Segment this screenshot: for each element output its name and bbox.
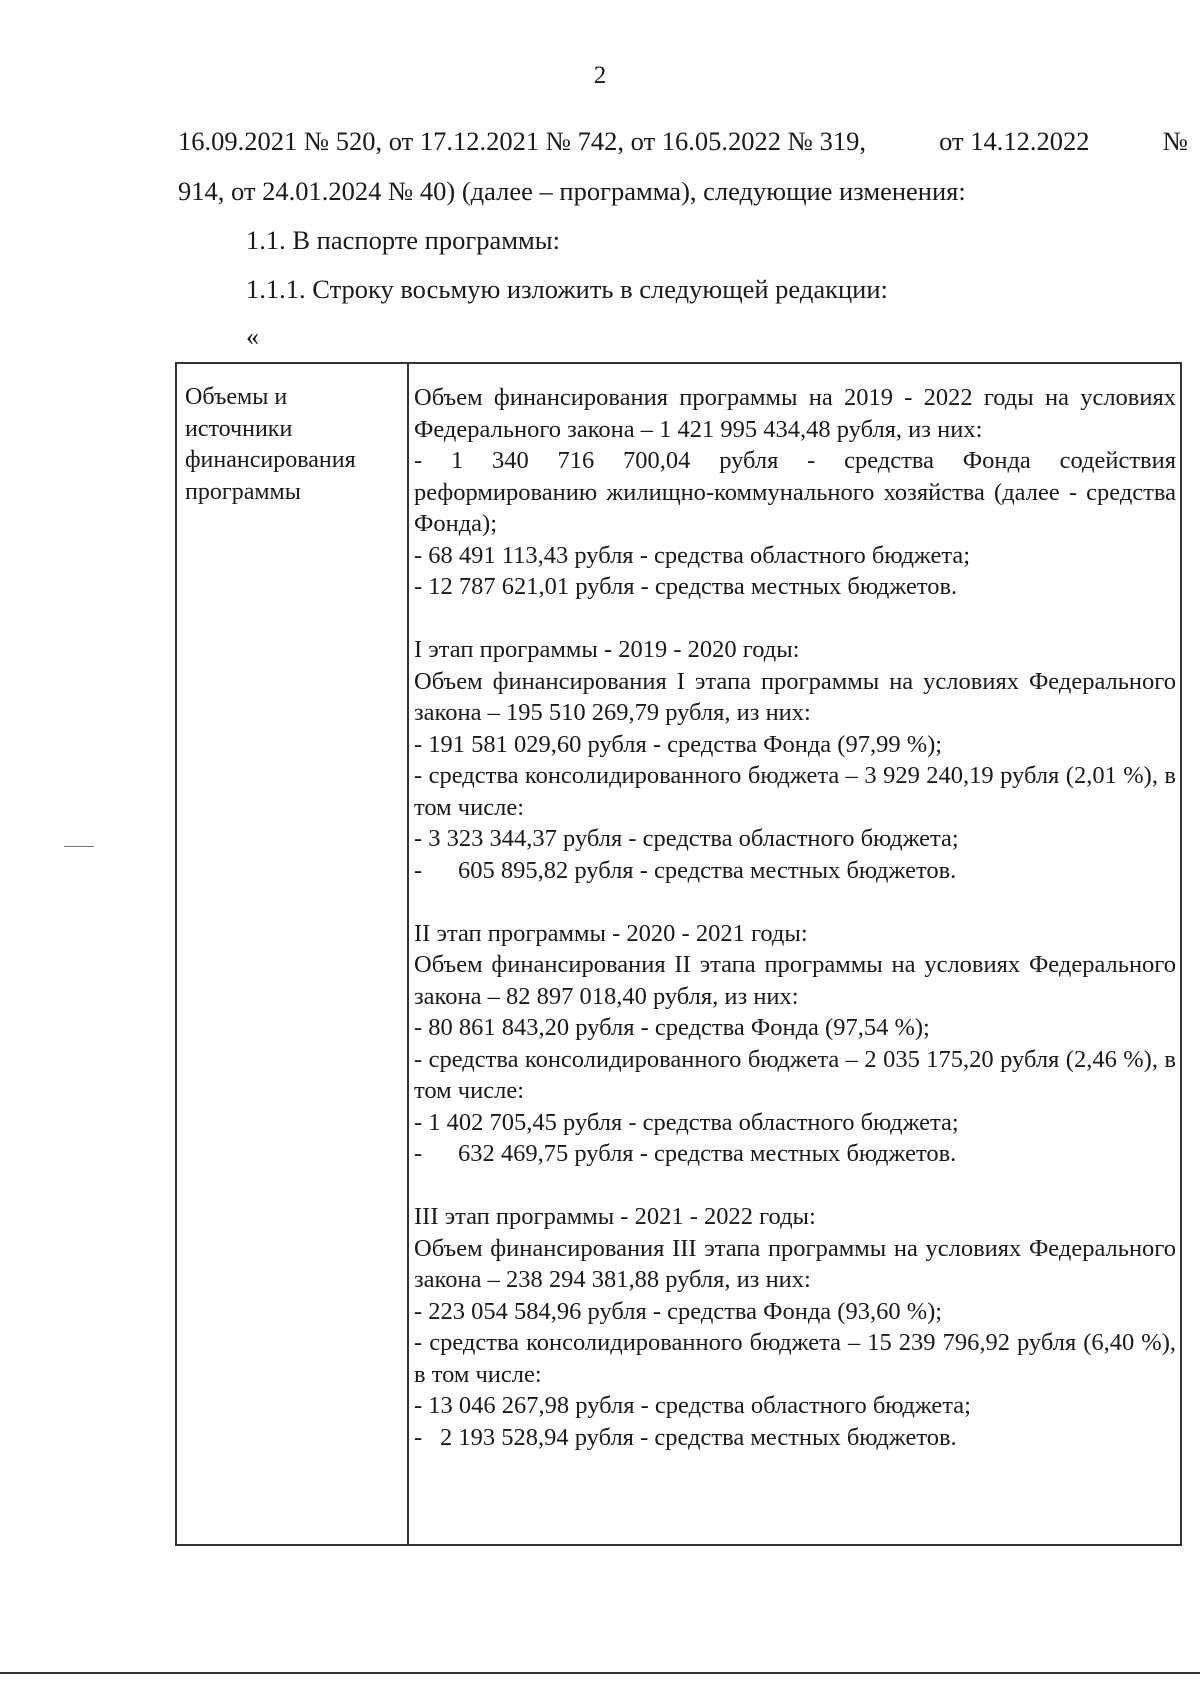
stage-3-consolidated: - средства консолидированного бюджета – 15 239 796,92 рубля (6,40 %), в том числе: bbox=[414, 1329, 1176, 1388]
stage-2-volume: Объем финансирования II этапа программы на условиях Федерального закона – 82 897 018,40 рубля, из них: bbox=[414, 951, 1176, 1010]
left-label-line: Объемы и bbox=[185, 384, 288, 410]
stage-1-title: I этап программы - 2019 - 2020 годы: bbox=[414, 636, 800, 663]
stage-3-local-dash: - bbox=[414, 1423, 423, 1451]
stage-3-regional: - 13 046 267,98 рубля - средства областного бюджета; bbox=[414, 1392, 971, 1419]
stage-2-local: 632 469,75 рубля - средства местных бюджетов. bbox=[458, 1140, 957, 1167]
stage-3-volume: Объем финансирования III этапа программы на условиях Федерального закона – 238 294 381,88 рубля, из них: bbox=[414, 1234, 1176, 1293]
stage-3-fund: - 223 054 584,96 рубля - средства Фонда (93,60 %); bbox=[414, 1297, 943, 1325]
stage-1-fund: - 191 581 029,60 рубля - средства Фонда (97,99 %); bbox=[414, 730, 943, 758]
table-column-divider bbox=[407, 364, 409, 1544]
stage-1-local-dash: - bbox=[414, 856, 423, 884]
stage-1-consolidated: - средства консолидированного бюджета – 3 929 240,19 рубля (2,01 %), в том числе: bbox=[414, 762, 1176, 821]
intro-line-1-part-a: 16.09.2021 № 520, от 17.12.2021 № 742, от 16.05.2022 № 319, bbox=[178, 126, 866, 156]
opening-quote: « bbox=[246, 322, 259, 351]
intro-line-2: 914, от 24.01.2024 № 40) (далее – программа), следующие изменения: bbox=[178, 176, 966, 206]
total-fund-amount: - 1 340 716 700,04 рубля - средства Фонда содействия bbox=[414, 447, 1176, 474]
stage-1-local: 605 895,82 рубля - средства местных бюджетов. bbox=[458, 856, 957, 884]
stage-2-local-dash: - bbox=[414, 1140, 423, 1167]
left-label-line: источники bbox=[185, 415, 293, 442]
stage-1-regional: - 3 323 344,37 рубля - средства областного бюджета; bbox=[414, 825, 959, 852]
stage-2-regional: - 1 402 705,45 рубля - средства областного бюджета; bbox=[414, 1108, 959, 1136]
stage-3-title: III этап программы - 2021 - 2022 годы: bbox=[414, 1203, 816, 1230]
intro-line-3: 1.1. В паспорте программы: bbox=[246, 225, 560, 255]
stage-2-local-line bbox=[414, 1138, 1176, 1170]
total-volume: Объем финансирования программы на 2019 - 2022 годы на условиях Федерального закона – 1 421 995 434,48 рубля, из них: bbox=[414, 384, 1176, 443]
intro-line-1 bbox=[178, 126, 1188, 157]
intro-line-1-part-c: № bbox=[1162, 126, 1188, 156]
left-label-line: программы bbox=[185, 478, 301, 505]
table-right-cell bbox=[414, 382, 1176, 1453]
stage-2-consolidated: - средства консолидированного бюджета – 2 035 175,20 рубля (2,46 %), в том числе: bbox=[414, 1045, 1176, 1104]
left-label-line: финансирования bbox=[185, 447, 356, 473]
financing-table bbox=[175, 362, 1182, 1546]
intro-line-1-part-b: от 14.12.2022 bbox=[939, 126, 1090, 156]
stage-1-volume: Объем финансирования I этапа программы на условиях Федерального закона – 195 510 269,79 рубля, из них: bbox=[414, 667, 1176, 726]
stage-3-local-line bbox=[414, 1422, 1176, 1454]
stage-2-fund: - 80 861 843,20 рубля - средства Фонда (97,54 %); bbox=[414, 1014, 930, 1041]
intro-line-4: 1.1.1. Строку восьмую изложить в следующей редакции: bbox=[246, 274, 888, 304]
total-fund-rest: реформированию жилищно-коммунального хозяйства (далее - средства Фонда); bbox=[414, 478, 1176, 537]
table-left-cell bbox=[185, 382, 395, 508]
page-number: 2 bbox=[593, 62, 607, 89]
page-bottom-rule bbox=[0, 1672, 1200, 1674]
margin-mark bbox=[64, 846, 94, 847]
stage-3-local: 2 193 528,94 рубля - средства местных бюджетов. bbox=[440, 1423, 957, 1451]
total-regional: - 68 491 113,43 рубля - средства областного бюджета; bbox=[414, 541, 971, 569]
total-local: - 12 787 621,01 рубля - средства местных бюджетов. bbox=[414, 573, 958, 600]
stage-2-title: II этап программы - 2020 - 2021 годы: bbox=[414, 919, 808, 947]
stage-1-local-line bbox=[414, 855, 1176, 887]
